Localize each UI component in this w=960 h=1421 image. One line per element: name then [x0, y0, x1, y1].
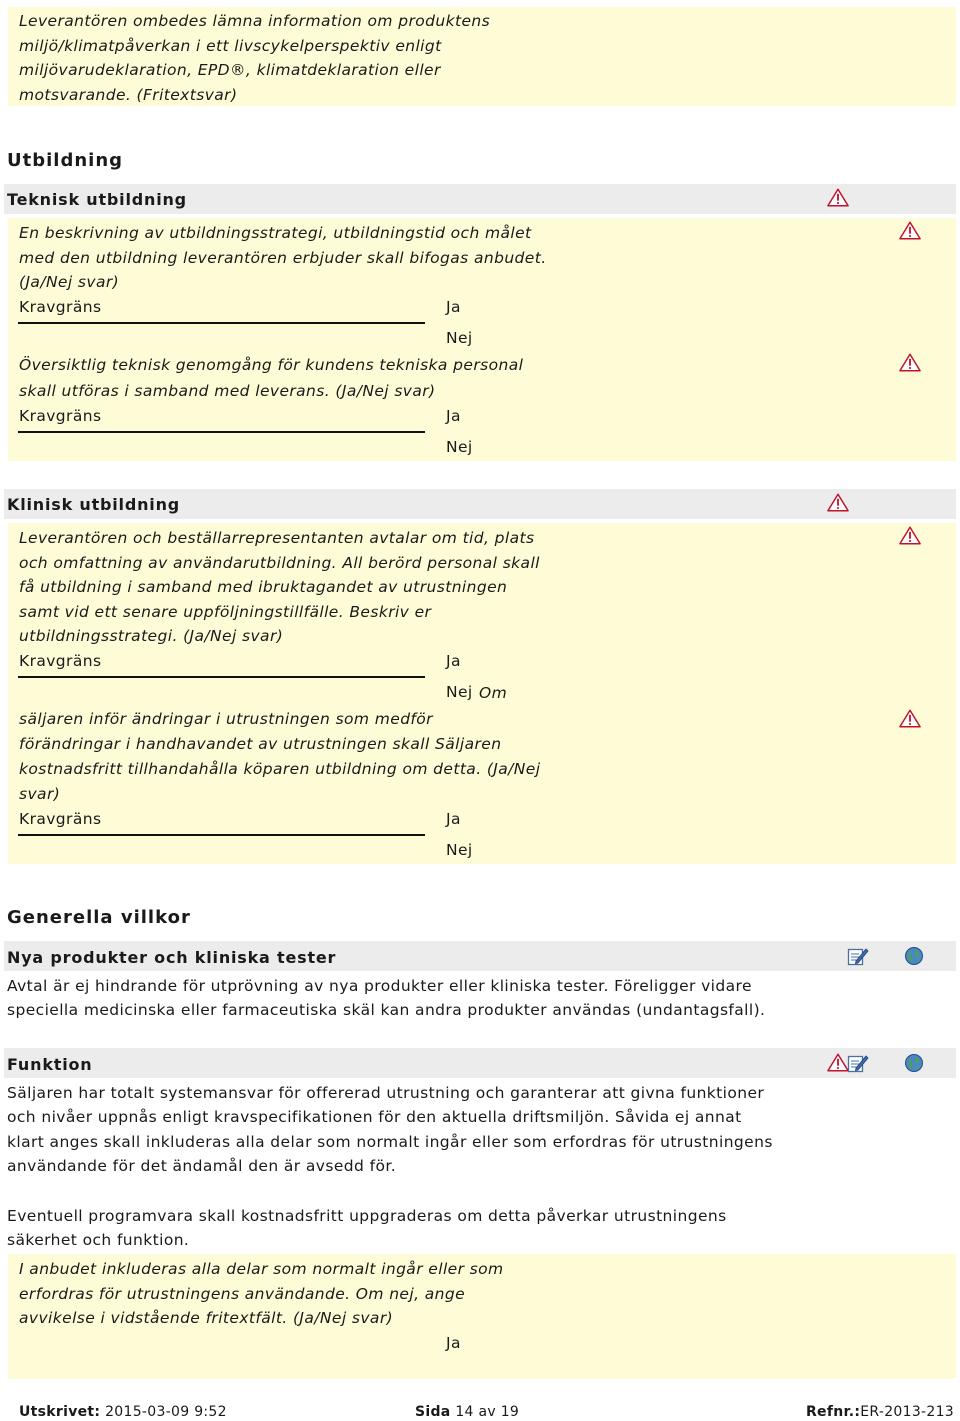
body-text-funktion-1	[7, 1081, 907, 1178]
kravgrans-label: Kravgräns	[19, 407, 102, 425]
question-line: förändringar i handhavandet av utrustningen skall Säljaren	[19, 735, 502, 753]
question-text-funktion	[19, 1257, 719, 1331]
title-bar-funktion	[4, 1048, 956, 1078]
kravgrans-underline	[18, 431, 425, 433]
question-text-start: Om	[479, 684, 508, 702]
footer-printed-value: 2015-03-09 9:52	[105, 1404, 227, 1420]
kravgrans-label: Kravgräns	[19, 298, 102, 316]
footer-ref-label: Refnr.:	[805, 1404, 861, 1420]
body-line: Eventuell programvara skall kostnadsfritt uppgraderas om detta påverkar utrustningens	[7, 1207, 727, 1225]
question-line: med den utbildning leverantören erbjuder skall bifogas anbudet.	[19, 248, 547, 267]
globe-icon[interactable]	[903, 1053, 925, 1073]
subsection-title-funktion: Funktion	[7, 1055, 93, 1074]
question-line: svar)	[19, 785, 61, 803]
edit-icon[interactable]	[847, 1053, 869, 1073]
question-line: En beskrivning av utbildningsstrategi, utbildningstid och målet	[19, 224, 532, 242]
footer-printed	[19, 1404, 227, 1420]
kravgrans-underline	[18, 834, 425, 836]
warning-icon	[827, 1053, 849, 1072]
body-line: speciella medicinska eller farmaceutiska skäl kan andra produkter användas (undantagsfall).	[7, 1001, 766, 1020]
question-text-klinisk-1	[19, 526, 719, 649]
option-ja[interactable]: Ja	[446, 407, 461, 425]
option-nej[interactable]: Nej	[446, 683, 473, 701]
question-text-teknisk-2	[19, 353, 719, 404]
warning-icon	[899, 353, 921, 372]
footer-ref-value: ER-2013-213	[860, 1404, 954, 1420]
question-line: Leverantören och beställarrepresentanten avtalar om tid, plats	[19, 529, 535, 547]
warning-icon	[827, 188, 849, 207]
footer-page-label: Sida	[415, 1404, 451, 1420]
subsection-title-teknisk: Teknisk utbildning	[7, 190, 187, 209]
warning-icon	[899, 221, 921, 240]
question-line: avvikelse i vidstående fritextfält. (Ja/Nej svar)	[19, 1309, 394, 1327]
question-line: säljaren inför ändringar i utrustningen som medför	[19, 710, 433, 728]
kravgrans-underline	[18, 676, 425, 678]
edit-icon[interactable]	[847, 946, 869, 966]
question-line: samt vid ett senare uppföljningstillfälle. Beskriv er	[19, 602, 432, 621]
question-line: motsvarande. (Fritextsvar)	[19, 85, 238, 104]
option-nej[interactable]: Nej	[446, 329, 473, 347]
body-line: Säljaren har totalt systemansvar för offererad utrustning och garanterar att givna funktioner	[7, 1084, 765, 1102]
body-line: Avtal är ej hindrande för utprövning av nya produkter eller kliniska tester. Föreligger vidare	[7, 977, 752, 995]
body-text-nya-produkter	[7, 974, 907, 1023]
body-line: användande för det ändamål den är avsedd för.	[7, 1156, 397, 1175]
question-text-teknisk-1	[19, 221, 719, 295]
option-ja[interactable]: Ja	[446, 810, 461, 828]
question-line: och omfattning av användarutbildning. All berörd personal skall	[19, 553, 540, 572]
kravgrans-underline	[18, 322, 425, 324]
question-text-klinisk-2	[19, 707, 719, 807]
footer-ref	[806, 1404, 954, 1420]
section-heading-utbildning: Utbildning	[7, 150, 124, 171]
option-nej[interactable]: Nej	[446, 438, 473, 456]
option-ja[interactable]: Ja	[446, 298, 461, 316]
section-heading-generella: Generella villkor	[7, 907, 191, 928]
warning-icon	[899, 709, 921, 728]
subsection-title-klinisk: Klinisk utbildning	[7, 495, 181, 514]
body-line: klart anges skall inkluderas alla delar som normalt ingår eller som erfordras för utrustningens	[7, 1132, 773, 1151]
question-line: miljö/klimatpåverkan i ett livscykelperspektiv enligt	[19, 36, 442, 55]
body-text-funktion-2	[7, 1204, 907, 1253]
body-line: och nivåer uppnås enligt kravspecifikationen för den aktuella driftsmiljön. Såvida ej annat	[7, 1108, 742, 1127]
question-line: kostnadsfritt tillhandahålla köparen utbildning om detta. (Ja/Nej	[19, 760, 541, 778]
option-nej[interactable]: Nej	[446, 841, 473, 859]
question-line: Översiktlig teknisk genomgång för kundens tekniska personal	[19, 356, 524, 374]
footer-page-value: 14 av 19	[455, 1404, 520, 1420]
footer-page	[415, 1404, 519, 1420]
question-line: få utbildning i samband med ibruktagandet av utrustningen	[19, 578, 508, 596]
question-line: skall utföras i samband med leverans. (Ja/Nej svar)	[19, 381, 436, 400]
question-line: I anbudet inkluderas alla delar som normalt ingår eller som	[19, 1260, 504, 1278]
body-line: säkerhet och funktion.	[7, 1231, 190, 1250]
question-line: (Ja/Nej svar)	[19, 273, 120, 291]
option-ja[interactable]: Ja	[446, 1334, 461, 1352]
question-line: utbildningsstrategi. (Ja/Nej svar)	[19, 627, 284, 645]
kravgrans-label: Kravgräns	[19, 652, 102, 670]
globe-icon[interactable]	[903, 946, 925, 966]
question-text-environment	[19, 9, 719, 107]
question-line: erfordras för utrustningens användande. Om nej, ange	[19, 1284, 466, 1303]
subsection-title-nya-produkter: Nya produkter och kliniska tester	[7, 948, 337, 967]
footer-printed-label: Utskrivet:	[19, 1404, 101, 1420]
option-ja[interactable]: Ja	[446, 652, 461, 670]
question-line: miljövarudeklaration, EPD®, klimatdeklaration eller	[19, 61, 441, 79]
warning-icon	[827, 493, 849, 512]
question-line: Leverantören ombedes lämna information om produktens	[19, 12, 491, 30]
warning-icon	[899, 526, 921, 545]
kravgrans-label: Kravgräns	[19, 810, 102, 828]
